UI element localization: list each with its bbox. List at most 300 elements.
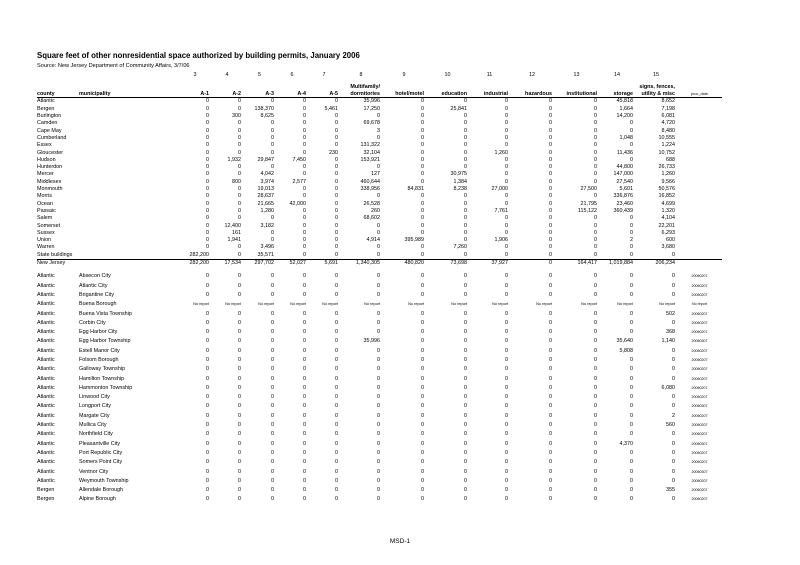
cell-value: 0 <box>421 156 424 163</box>
cell-value: 1,664 <box>619 105 633 112</box>
cell-value: 0 <box>505 310 508 317</box>
cell-value: 0 <box>238 449 241 456</box>
cell-value: 0 <box>271 319 274 326</box>
cell-value: 0 <box>421 127 424 134</box>
cell-value: 0 <box>549 178 552 185</box>
cell-value: 0 <box>505 291 508 298</box>
cell-value: No report <box>492 302 508 307</box>
cell-value: 0 <box>377 329 380 336</box>
cell-value: 0 <box>377 384 380 391</box>
cell-value: 0 <box>271 468 274 475</box>
cell-value: 0 <box>421 487 424 494</box>
county-row <box>37 215 722 222</box>
cell-value: 0 <box>238 422 241 429</box>
cell-value: 0 <box>377 403 380 410</box>
cell-value: 0 <box>421 496 424 503</box>
cell-value: 0 <box>594 375 597 382</box>
cell-value: 0 <box>505 477 508 484</box>
cell-value: 5,461 <box>324 105 338 112</box>
cell-value: 12,400 <box>224 222 241 229</box>
cell-value: 0 <box>549 440 552 447</box>
cell-value: No report <box>536 302 552 307</box>
page-footer: MSD-1 <box>389 538 411 545</box>
proc-date: 20060207 <box>691 413 708 418</box>
cell-value: 0 <box>206 412 209 419</box>
municipality-row <box>37 402 722 411</box>
cell-value: 0 <box>549 422 552 429</box>
cell-value: 0 <box>335 120 338 127</box>
cell-value: 0 <box>271 347 274 354</box>
cell-value: 0 <box>238 98 241 105</box>
cell-value: 0 <box>421 178 424 185</box>
county-name: Essex <box>37 142 52 149</box>
cell-value: 0 <box>630 356 633 363</box>
column-number: 12 <box>529 72 535 78</box>
cell-value: 0 <box>377 375 380 382</box>
cell-value: 0 <box>505 338 508 345</box>
cell-value: 0 <box>505 487 508 494</box>
header-row-1 <box>37 84 722 91</box>
column-header: signs, fences, <box>639 84 675 91</box>
municipality-row <box>37 384 722 393</box>
cell-value: No report <box>193 302 209 307</box>
cell-value: 2 <box>630 237 633 244</box>
cell-value: 35,571 <box>257 251 274 258</box>
proc-date-header: proc_date <box>677 91 722 98</box>
county-name: Atlantic <box>37 347 55 354</box>
cell-value: 4,370 <box>619 440 633 447</box>
county-row <box>37 237 722 244</box>
cell-value: 0 <box>505 449 508 456</box>
cell-value: 27,000 <box>491 186 508 193</box>
cell-value: 0 <box>206 282 209 289</box>
cell-value: 0 <box>549 477 552 484</box>
cell-value: 0 <box>303 237 306 244</box>
total-value: 37,927 <box>469 260 510 268</box>
municipality-name: Alpine Borough <box>79 496 116 503</box>
cell-value: 0 <box>271 338 274 345</box>
cell-value: 0 <box>335 449 338 456</box>
cell-value: 0 <box>238 273 241 280</box>
cell-value: 131,322 <box>360 142 380 149</box>
cell-value: 0 <box>335 215 338 222</box>
cell-value: 0 <box>594 171 597 178</box>
county-name: Burlington <box>37 113 62 120</box>
cell-value: 0 <box>549 403 552 410</box>
cell-value: 0 <box>238 477 241 484</box>
cell-value: 0 <box>377 468 380 475</box>
cell-value: 0 <box>238 149 241 156</box>
cell-value: 600 <box>666 237 675 244</box>
cell-value: 0 <box>271 329 274 336</box>
cell-value: 0 <box>549 193 552 200</box>
cell-value: 0 <box>594 178 597 185</box>
cell-value: 0 <box>630 222 633 229</box>
cell-value: 0 <box>549 207 552 214</box>
cell-value: 0 <box>377 366 380 373</box>
cell-value: 0 <box>271 142 274 149</box>
municipality-name: Galloway Township <box>79 366 126 373</box>
municipality-name: Pleasantville City <box>79 440 121 447</box>
cell-value: 0 <box>594 244 597 251</box>
municipality-name: Estell Manor City <box>79 347 120 354</box>
cell-value: 0 <box>303 431 306 438</box>
cell-value: 0 <box>464 193 467 200</box>
cell-value: 0 <box>464 127 467 134</box>
cell-value: 0 <box>238 171 241 178</box>
cell-value: 0 <box>464 237 467 244</box>
cell-value: 0 <box>549 338 552 345</box>
cell-value: 0 <box>505 319 508 326</box>
cell-value: 338,956 <box>360 186 380 193</box>
municipality-row <box>37 347 722 356</box>
proc-date: 20060307 <box>691 404 708 409</box>
cell-value: 0 <box>464 310 467 317</box>
cell-value: 0 <box>421 449 424 456</box>
cell-value: 0 <box>206 105 209 112</box>
cell-value: 368 <box>666 329 675 336</box>
cell-value: 0 <box>505 127 508 134</box>
cell-value: 0 <box>206 229 209 236</box>
county-name: Camden <box>37 120 58 127</box>
proc-date: 20060207 <box>691 450 708 455</box>
municipality-row <box>37 440 722 449</box>
cell-value: 8,480 <box>661 127 675 134</box>
cell-value: 0 <box>630 431 633 438</box>
cell-value: 0 <box>377 310 380 317</box>
cell-value: 0 <box>594 449 597 456</box>
cell-value: 0 <box>594 431 597 438</box>
cell-value: 0 <box>549 431 552 438</box>
cell-value: 0 <box>335 431 338 438</box>
county-name: Cape May <box>37 127 62 134</box>
cell-value: 2,577 <box>292 178 306 185</box>
cell-value: 0 <box>464 319 467 326</box>
cell-value: 1,384 <box>453 178 467 185</box>
total-value: 297,702 <box>243 260 276 268</box>
total-value: 206,234 <box>635 260 677 268</box>
cell-value: 0 <box>271 412 274 419</box>
cell-value: 0 <box>549 237 552 244</box>
municipality-row <box>37 356 722 365</box>
cell-value: 0 <box>672 468 675 475</box>
cell-value: 0 <box>421 244 424 251</box>
cell-value: 0 <box>421 149 424 156</box>
cell-value: 0 <box>377 193 380 200</box>
cell-value: 5,601 <box>619 186 633 193</box>
column-number: 8 <box>359 72 363 78</box>
cell-value: 19,013 <box>257 186 274 193</box>
proc-date: 20060307 <box>691 469 708 474</box>
county-name: Somerset <box>37 222 61 229</box>
cell-value: 0 <box>505 329 508 336</box>
cell-value: 0 <box>421 477 424 484</box>
cell-value: 0 <box>206 375 209 382</box>
column-header <box>469 84 510 91</box>
cell-value: 0 <box>206 156 209 163</box>
cell-value: 0 <box>594 366 597 373</box>
cell-value: 0 <box>271 366 274 373</box>
cell-value: 29,847 <box>257 156 274 163</box>
cell-value: 0 <box>335 366 338 373</box>
cell-value: 0 <box>549 347 552 354</box>
municipality-row <box>37 375 722 384</box>
cell-value: 0 <box>549 356 552 363</box>
cell-value: 0 <box>549 291 552 298</box>
cell-value: 0 <box>464 329 467 336</box>
cell-value: 0 <box>271 164 274 171</box>
cell-value: 0 <box>335 171 338 178</box>
column-number: 10 <box>444 72 451 78</box>
cell-value: 21,665 <box>257 200 274 207</box>
cell-value: 6,080 <box>661 384 675 391</box>
cell-value: 0 <box>238 105 241 112</box>
cell-value: 0 <box>206 200 209 207</box>
cell-value: 0 <box>206 310 209 317</box>
cell-value: 0 <box>303 329 306 336</box>
cell-value: 0 <box>594 215 597 222</box>
cell-value: 0 <box>594 273 597 280</box>
cell-value: 0 <box>549 366 552 373</box>
cell-value: 0 <box>271 215 274 222</box>
cell-value: 0 <box>206 178 209 185</box>
cell-value: 0 <box>549 134 552 141</box>
cell-value: 0 <box>505 200 508 207</box>
cell-value: 0 <box>594 356 597 363</box>
cell-value: 0 <box>271 394 274 401</box>
column-header <box>276 84 308 91</box>
cell-value: 0 <box>271 98 274 105</box>
county-row <box>37 252 722 260</box>
cell-value: No report <box>451 302 467 307</box>
cell-value: 0 <box>421 319 424 326</box>
cell-value: 0 <box>594 329 597 336</box>
cell-value: 21,795 <box>580 200 597 207</box>
cell-value: 0 <box>421 222 424 229</box>
cell-value: 0 <box>303 375 306 382</box>
column-header: A-3 <box>243 91 276 98</box>
cell-value: 0 <box>335 134 338 141</box>
county-row <box>37 157 722 164</box>
cell-value: 0 <box>303 164 306 171</box>
report-source: Source: New Jersey Department of Community Affairs, 3/7/06 <box>37 63 190 69</box>
cell-value: 0 <box>421 384 424 391</box>
cell-value: 7,450 <box>292 156 306 163</box>
cell-value: 0 <box>303 120 306 127</box>
cell-value: 0 <box>238 375 241 382</box>
cell-value: 0 <box>672 496 675 503</box>
cell-value: 0 <box>238 431 241 438</box>
cell-value: 0 <box>594 193 597 200</box>
cell-value: 0 <box>594 347 597 354</box>
total-value: 0 <box>510 260 554 268</box>
county-row <box>37 164 722 171</box>
county-row <box>37 135 722 142</box>
cell-value: 3 <box>377 127 380 134</box>
cell-value: 0 <box>206 98 209 105</box>
total-value: 1,019,884 <box>599 260 635 268</box>
cell-value: 0 <box>630 459 633 466</box>
column-number: 7 <box>322 72 326 78</box>
cell-value: 0 <box>505 251 508 258</box>
cell-value: 355 <box>666 487 675 494</box>
cell-value: 0 <box>303 207 306 214</box>
cell-value: 0 <box>377 347 380 354</box>
cell-value: 0 <box>549 394 552 401</box>
cell-value: 0 <box>303 186 306 193</box>
cell-value: 0 <box>672 403 675 410</box>
county-name: Mercer <box>37 171 54 178</box>
cell-value: 0 <box>630 477 633 484</box>
total-value: 73,698 <box>426 260 469 268</box>
cell-value: 0 <box>206 120 209 127</box>
cell-value: 115,122 <box>577 207 597 214</box>
cell-value: 0 <box>206 113 209 120</box>
cell-value: 0 <box>421 422 424 429</box>
cell-value: 0 <box>335 422 338 429</box>
cell-value: 0 <box>464 431 467 438</box>
cell-value: 0 <box>549 98 552 105</box>
cell-value: 0 <box>335 440 338 447</box>
cell-value: 0 <box>464 366 467 373</box>
cell-value: 3,974 <box>260 178 274 185</box>
cell-value: 8,625 <box>260 113 274 120</box>
cell-value: 1,280 <box>260 207 274 214</box>
county-name: State buildings <box>37 251 73 258</box>
cell-value: 0 <box>377 487 380 494</box>
total-value: 164,417 <box>554 260 599 268</box>
county-name: Atlantic <box>37 477 55 484</box>
cell-value: 0 <box>335 229 338 236</box>
cell-value: 0 <box>238 164 241 171</box>
cell-value: 0 <box>206 127 209 134</box>
cell-value: 9,566 <box>661 178 675 185</box>
cell-value: 0 <box>505 394 508 401</box>
municipality-name: Ventnor City <box>79 468 109 475</box>
cell-value: 0 <box>672 394 675 401</box>
cell-value: 0 <box>303 459 306 466</box>
cell-value: 0 <box>271 356 274 363</box>
column-header <box>382 84 426 91</box>
cell-value: 0 <box>206 207 209 214</box>
cell-value: 27,500 <box>580 186 597 193</box>
municipality-row <box>37 328 722 337</box>
cell-value: 0 <box>271 229 274 236</box>
cell-value: 0 <box>303 310 306 317</box>
cell-value: 0 <box>464 487 467 494</box>
cell-value: 0 <box>672 273 675 280</box>
cell-value: 0 <box>271 273 274 280</box>
cell-value: 0 <box>464 422 467 429</box>
cell-value: No report <box>617 302 633 307</box>
cell-value: 0 <box>421 375 424 382</box>
cell-value: 0 <box>549 273 552 280</box>
cell-value: 0 <box>505 431 508 438</box>
county-row <box>37 223 722 230</box>
county-name: Atlantic <box>37 273 55 280</box>
cell-value: 0 <box>421 291 424 298</box>
cell-value: 230 <box>329 149 338 156</box>
cell-value: 0 <box>594 113 597 120</box>
cell-value: 0 <box>206 459 209 466</box>
cell-value: 0 <box>505 356 508 363</box>
cell-value: 0 <box>238 329 241 336</box>
county-name: Union <box>37 237 52 244</box>
municipality-row <box>37 282 722 291</box>
cell-value: 0 <box>464 282 467 289</box>
cell-value: 0 <box>672 319 675 326</box>
cell-value: 0 <box>464 468 467 475</box>
municipality-row <box>37 477 722 486</box>
cell-value: 0 <box>303 449 306 456</box>
cell-value: 0 <box>505 120 508 127</box>
county-name: Bergen <box>37 105 55 112</box>
column-header <box>426 84 469 91</box>
cell-value: 0 <box>303 440 306 447</box>
cell-value: 0 <box>335 459 338 466</box>
cell-value: 0 <box>594 149 597 156</box>
cell-value: 0 <box>549 113 552 120</box>
cell-value: 0 <box>206 319 209 326</box>
cell-value: 0 <box>549 496 552 503</box>
cell-value: 0 <box>594 98 597 105</box>
county-row <box>37 150 722 157</box>
cell-value: 0 <box>238 487 241 494</box>
municipality-name: Margate City <box>79 412 110 419</box>
cell-value: 0 <box>303 142 306 149</box>
cell-value: 0 <box>303 477 306 484</box>
county-row <box>37 186 722 193</box>
cell-value: 0 <box>464 164 467 171</box>
cell-value: 0 <box>464 496 467 503</box>
cell-value: 0 <box>464 215 467 222</box>
cell-value: 26,528 <box>363 200 380 207</box>
county-row <box>37 113 722 120</box>
cell-value: 0 <box>421 356 424 363</box>
column-header <box>179 84 211 91</box>
cell-value: No report <box>290 302 306 307</box>
cell-value: 0 <box>377 222 380 229</box>
municipality-row <box>37 486 722 495</box>
cell-value: 17,250 <box>363 105 380 112</box>
cell-value: 0 <box>505 384 508 391</box>
cell-value: 0 <box>594 496 597 503</box>
municipality-row <box>37 310 722 319</box>
cell-value: 0 <box>421 98 424 105</box>
cell-value: 0 <box>238 120 241 127</box>
column-header: A-5 <box>308 91 340 98</box>
cell-value: 3,496 <box>260 244 274 251</box>
cell-value: 0 <box>271 282 274 289</box>
cell-value: 0 <box>303 487 306 494</box>
cell-value: 336,876 <box>613 193 633 200</box>
proc-date: 20060207 <box>691 274 708 279</box>
cell-value: 0 <box>238 356 241 363</box>
cell-value: 1,224 <box>661 142 675 149</box>
cell-value: 0 <box>549 282 552 289</box>
cell-value: 127 <box>371 171 380 178</box>
cell-value: 360,439 <box>613 207 633 214</box>
county-row <box>37 230 722 237</box>
proc-date: 20060207 <box>691 283 708 288</box>
county-name: Atlantic <box>37 98 55 105</box>
municipality-name: Northfield City <box>79 431 113 438</box>
county-name: Passaic <box>37 207 56 214</box>
cell-value: 0 <box>303 171 306 178</box>
cell-value: 0 <box>505 459 508 466</box>
cell-value: 0 <box>421 229 424 236</box>
county-name: Atlantic <box>37 338 55 345</box>
